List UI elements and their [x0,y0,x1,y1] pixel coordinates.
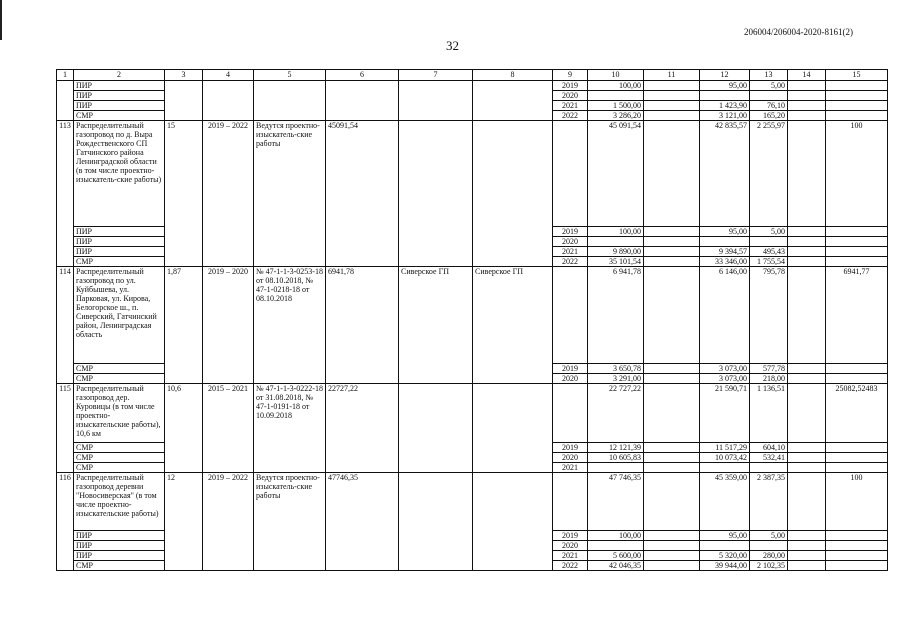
column-header: 5 [254,70,326,81]
year-cell: 2022 [553,561,588,571]
amount-cell [750,463,788,473]
cost-cell: 6941,78 [326,267,399,384]
document-number: 206004/206004-2020-8161(2) [744,27,853,37]
table-cell [644,111,700,121]
table-cell [788,121,826,227]
table-cell [788,237,826,247]
table-cell [644,443,700,453]
amount-cell [700,463,750,473]
amount-cell: 3 073,00 [700,374,750,384]
amount-cell: 1 755,54 [750,257,788,267]
year-cell: 2021 [553,247,588,257]
table-cell [644,551,700,561]
table-cell [788,453,826,463]
total-cell: 6 941,78 [588,267,644,364]
table-cell [788,101,826,111]
work-type: СМР [74,364,165,374]
total-cell: 795,78 [750,267,788,364]
total-cell: 2 255,97 [750,121,788,227]
page-number: 32 [446,38,459,53]
amount-cell: 95,00 [700,531,750,541]
table-cell [644,101,700,111]
year-cell: 2020 [553,374,588,384]
column-header: 6 [326,70,399,81]
amount-cell: 42 046,35 [588,561,644,571]
work-type: СМР [74,374,165,384]
year-cell: 2019 [553,531,588,541]
column-header: 3 [165,70,203,81]
table-cell [826,227,888,237]
amount-cell: 3 073,00 [700,364,750,374]
final-value-cell: 25082,52483 [826,384,888,443]
amount-cell: 33 346,00 [700,257,750,267]
work-type: ПИР [74,81,165,91]
amount-cell: 1 423,90 [700,101,750,111]
amount-cell [588,237,644,247]
amount-cell: 95,00 [700,227,750,237]
table-cell [644,561,700,571]
table-cell [644,227,700,237]
amount-cell: 2 102,35 [750,561,788,571]
table-cell [553,267,588,364]
settlement-cell: Сиверское ГП [399,267,473,384]
permit-cell: Ведутся проектно-изыскатель-ские работы [254,473,326,571]
table-cell [788,247,826,257]
column-header: 14 [788,70,826,81]
amount-cell [750,237,788,247]
year-cell: 2019 [553,81,588,91]
amount-cell [588,541,644,551]
amount-cell: 577,78 [750,364,788,374]
table-cell [788,374,826,384]
entry-row [57,384,888,443]
amount-cell [750,91,788,101]
amount-cell: 10 073,42 [700,453,750,463]
column-header: 4 [203,70,254,81]
table-cell [826,91,888,101]
amount-cell: 218,00 [750,374,788,384]
table-cell [788,384,826,443]
amount-cell: 5 600,00 [588,551,644,561]
settlement-cell [473,121,553,267]
table-cell [826,364,888,374]
amount-cell [588,91,644,101]
amount-cell: 12 121,39 [588,443,644,453]
column-header: 12 [700,70,750,81]
year-cell: 2022 [553,111,588,121]
column-header: 8 [473,70,553,81]
amount-cell: 95,00 [700,81,750,91]
length-cell: 12 [165,473,203,571]
period-cell: 2019 – 2022 [203,473,254,571]
table-cell [644,531,700,541]
amount-cell: 5,00 [750,227,788,237]
final-value-cell: 100 [826,473,888,531]
settlement-cell [399,473,473,571]
table-cell [788,81,826,91]
work-type: ПИР [74,91,165,101]
table-cell [826,561,888,571]
amount-cell: 3 650,78 [588,364,644,374]
table-cell [644,267,700,364]
work-type: ПИР [74,247,165,257]
table-cell [788,561,826,571]
table-cell [644,463,700,473]
entry-number: 116 [57,473,74,571]
table-cell [644,473,700,531]
object-name: Распределительный газопровод по ул. Куйбышева, ул. Парковая, ул. Кирова, Белогорское ш., п. Сиверский, Гатчинский район, Ленинградская область [74,267,165,364]
final-value-cell: 100 [826,121,888,227]
entry-number: 115 [57,384,74,473]
table-cell [826,374,888,384]
settlement-cell [399,121,473,267]
table-cell [399,81,473,121]
table-cell [644,237,700,247]
table-cell [826,237,888,247]
year-cell: 2020 [553,237,588,247]
total-cell: 6 146,00 [700,267,750,364]
total-cell: 42 835,57 [700,121,750,227]
amount-cell: 5 320,00 [700,551,750,561]
object-name: Распределительный газопровод дер. Куровицы (в том числе проектно-изыскательские работы), 10,6 км [74,384,165,443]
total-cell: 45 359,00 [700,473,750,531]
scan-edge-mark [0,0,2,40]
settlement-cell [399,384,473,473]
work-type: ПИР [74,541,165,551]
length-cell: 1,87 [165,267,203,384]
table-cell [788,111,826,121]
table-cell [826,531,888,541]
cost-cell: 22727,22 [326,384,399,473]
table-cell [788,227,826,237]
work-type: СМР [74,111,165,121]
entry-row [57,473,888,531]
table-cell [644,247,700,257]
amount-cell: 165,20 [750,111,788,121]
final-value-cell: 6941,77 [826,267,888,364]
work-type: ПИР [74,101,165,111]
column-header: 13 [750,70,788,81]
table-cell [473,81,553,121]
work-type: ПИР [74,531,165,541]
header-row [57,70,888,81]
table-cell [553,473,588,531]
table-cell [788,551,826,561]
work-type: СМР [74,463,165,473]
amount-cell: 35 101,54 [588,257,644,267]
total-cell: 1 136,51 [750,384,788,443]
table-cell [826,81,888,91]
column-header: 9 [553,70,588,81]
object-name: Распределительный газопровод деревни "Новосиверская" (в том числе проектно-изыскательские работы) [74,473,165,531]
entry-number: 114 [57,267,74,384]
total-cell: 22 727,22 [588,384,644,443]
year-cell: 2019 [553,443,588,453]
entry-row [57,267,888,364]
amount-cell: 11 517,29 [700,443,750,453]
table-cell [165,81,203,121]
table-cell [826,111,888,121]
table-cell [788,541,826,551]
amount-cell [700,541,750,551]
work-type: СМР [74,453,165,463]
table-cell [203,81,254,121]
table-cell [788,91,826,101]
work-type: СМР [74,561,165,571]
amount-cell [588,463,644,473]
year-cell: 2020 [553,453,588,463]
table-cell [57,81,74,121]
table-cell [788,443,826,453]
year-cell: 2020 [553,541,588,551]
amount-cell: 3 286,20 [588,111,644,121]
amount-cell [750,541,788,551]
column-header: 11 [644,70,700,81]
settlement-cell [473,384,553,473]
column-header: 15 [826,70,888,81]
amount-cell: 280,00 [750,551,788,561]
period-cell: 2019 – 2020 [203,267,254,384]
permit-cell: № 47-1-1-3-0253-18 от 08.10.2018, № 47-1-0218-18 от 08.10.2018 [254,267,326,384]
year-cell: 2021 [553,463,588,473]
period-cell: 2015 – 2021 [203,384,254,473]
entry-row [57,121,888,227]
amount-cell [700,91,750,101]
amount-cell: 604,10 [750,443,788,453]
length-cell: 10,6 [165,384,203,473]
amount-cell: 495,43 [750,247,788,257]
table-cell [826,541,888,551]
year-cell: 2022 [553,257,588,267]
table-cell [788,364,826,374]
table-cell [826,551,888,561]
column-header: 2 [74,70,165,81]
amount-cell: 10 605,83 [588,453,644,463]
permit-cell: Ведутся проектно-изыскатель-ские работы [254,121,326,267]
entry-number: 113 [57,121,74,267]
work-type: ПИР [74,237,165,247]
table-cell [326,81,399,121]
table-cell [826,443,888,453]
amount-cell: 100,00 [588,531,644,541]
table-row [57,81,888,91]
cost-cell: 47746,35 [326,473,399,571]
year-cell: 2019 [553,364,588,374]
table-cell [553,121,588,227]
total-cell: 47 746,35 [588,473,644,531]
table-cell [644,541,700,551]
amount-cell: 3 121,00 [700,111,750,121]
amount-cell: 9 890,00 [588,247,644,257]
year-cell: 2019 [553,227,588,237]
table-cell [553,384,588,443]
table-cell [644,121,700,227]
work-type: ПИР [74,227,165,237]
permit-cell: № 47-1-1-3-0222-18 от 31.08.2018, № 47-1-0191-18 от 10.09.2018 [254,384,326,473]
amount-cell: 532,41 [750,453,788,463]
amount-cell: 39 944,00 [700,561,750,571]
table-cell [788,463,826,473]
table-cell [644,453,700,463]
object-name: Распределительный газопровод по д. Выра Рождественского СП Гатчинского района Ленинградской области (в том числе проектно-изыскатель-ские работы) [74,121,165,227]
table-cell [644,384,700,443]
table-cell [826,247,888,257]
table-cell [788,473,826,531]
year-cell: 2021 [553,101,588,111]
amount-cell: 3 291,00 [588,374,644,384]
table-cell [644,257,700,267]
table-cell [788,257,826,267]
amount-cell: 1 500,00 [588,101,644,111]
work-type: СМР [74,257,165,267]
table-cell [644,81,700,91]
table-cell [826,453,888,463]
amount-cell: 100,00 [588,227,644,237]
settlement-cell: Сиверское ГП [473,267,553,384]
period-cell: 2019 – 2022 [203,121,254,267]
column-header: 7 [399,70,473,81]
table-cell [644,91,700,101]
year-cell: 2021 [553,551,588,561]
table-cell [788,267,826,364]
column-header: 1 [57,70,74,81]
table-cell [826,463,888,473]
settlement-cell [473,473,553,571]
length-cell: 15 [165,121,203,267]
amount-cell: 5,00 [750,531,788,541]
total-cell: 21 590,71 [700,384,750,443]
year-cell: 2020 [553,91,588,101]
column-header: 10 [588,70,644,81]
work-type: ПИР [74,551,165,561]
amount-cell: 76,10 [750,101,788,111]
amount-cell [700,237,750,247]
table-cell [826,101,888,111]
table-cell [826,257,888,267]
table-cell [254,81,326,121]
table-cell [644,364,700,374]
table-cell [644,374,700,384]
amount-cell: 100,00 [588,81,644,91]
amount-cell: 5,00 [750,81,788,91]
total-cell: 2 387,35 [750,473,788,531]
work-type: СМР [74,443,165,453]
amount-cell: 9 394,57 [700,247,750,257]
gas-pipeline-table [56,69,888,571]
total-cell: 45 091,54 [588,121,644,227]
table-cell [788,531,826,541]
cost-cell: 45091,54 [326,121,399,267]
